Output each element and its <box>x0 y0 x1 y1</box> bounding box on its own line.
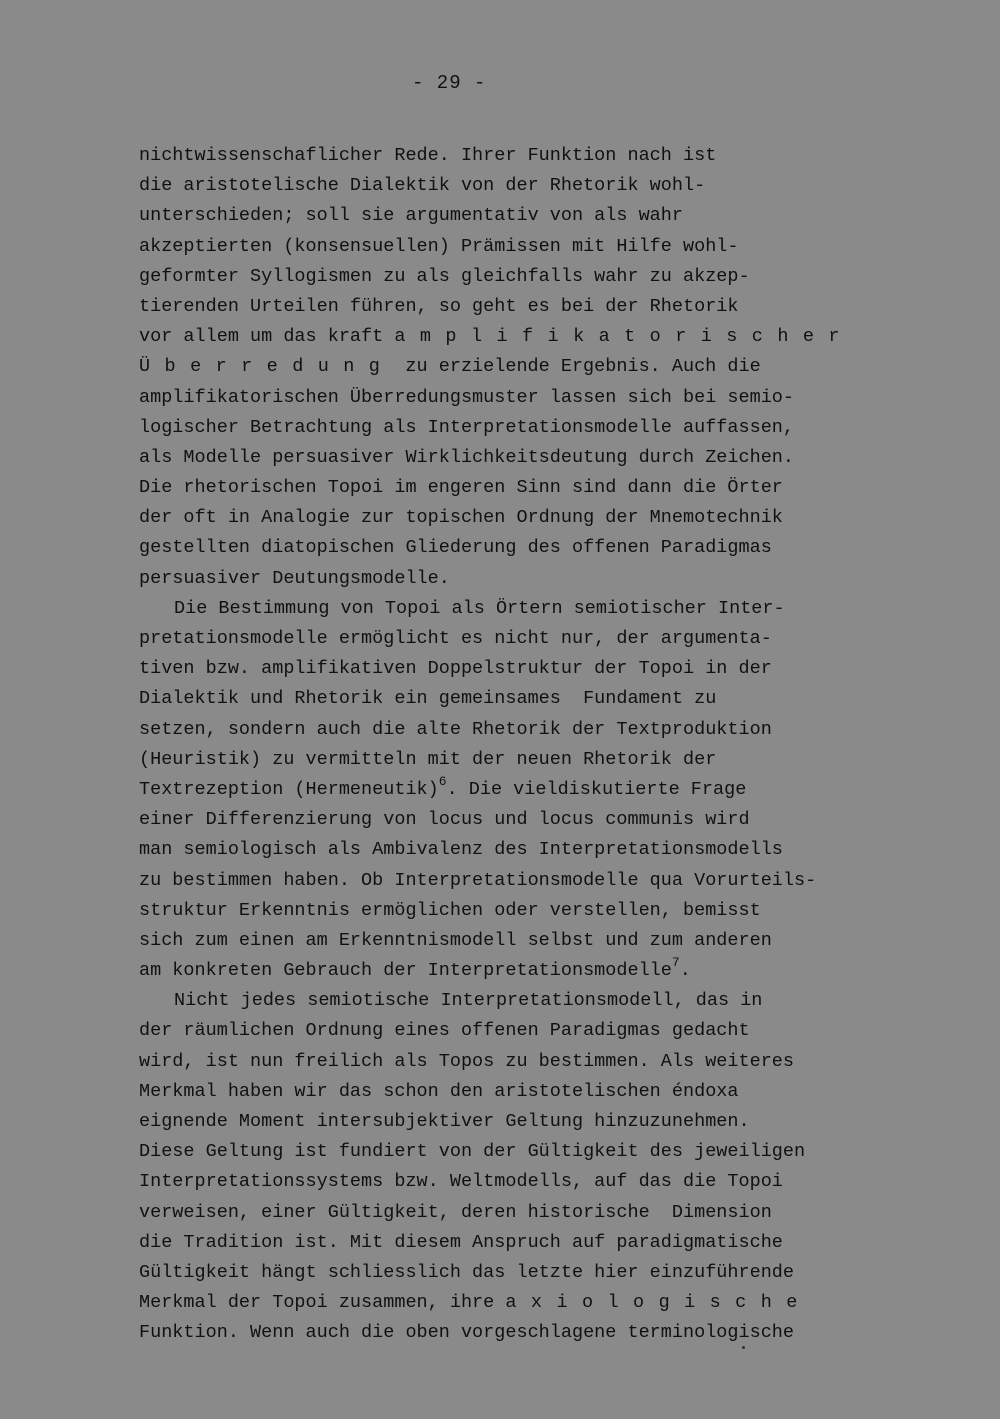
line-text: nichtwissenschaflicher Rede. Ihrer Funktion nach ist <box>139 145 717 166</box>
line-text: Diese Geltung ist fundiert von der Gültigkeit des jeweiligen <box>139 1141 806 1163</box>
text-line <box>139 443 879 473</box>
text-line <box>139 835 879 865</box>
text-line <box>139 383 879 413</box>
line-text: einer Differenzierung von locus und locus communis wird <box>139 809 750 831</box>
line-text-continued: . Die vieldiskutierte Frage <box>446 778 747 800</box>
line-text: sich zum einen am Erkenntnismodell selbst und zum anderen <box>139 929 772 951</box>
line-text: die aristotelische Dialektik von der Rhetorik wohl- <box>139 175 706 197</box>
text-line <box>139 1107 879 1137</box>
line-text: geformter Syllogismen zu als gleichfalls wahr zu akzep- <box>139 265 750 287</box>
line-text: Gültigkeit hängt schliesslich das letzte hier einzuführende <box>139 1261 795 1283</box>
spaced-emphasis: Überredung <box>139 356 395 378</box>
line-text-continued: . <box>679 960 691 982</box>
text-line <box>139 232 879 262</box>
line-text: akzeptierten (konsensuellen) Prämissen mit Hilfe wohl- <box>139 235 739 257</box>
line-text: pretationsmodelle ermöglicht es nicht nur, der argumenta- <box>139 628 772 649</box>
line-text: die Tradition ist. Mit diesem Anspruch auf paradigmatische <box>139 1231 783 1253</box>
text-line <box>139 413 879 443</box>
text-line <box>139 171 879 201</box>
line-text: Die rhetorischen Topoi im engeren Sinn sind dann die Örter <box>139 477 783 499</box>
text-line <box>139 201 879 231</box>
line-text: Die Bestimmung von Topoi als Örtern semiotischer Inter- <box>174 597 785 619</box>
line-text: eignende Moment intersubjektiver Geltung hinzuzunehmen. <box>139 1111 750 1132</box>
text-line <box>139 262 879 292</box>
spaced-emphasis: amplifikatorischer <box>394 326 854 348</box>
text-line <box>139 866 879 896</box>
line-text: persuasiver Deutungsmodelle. <box>139 567 450 589</box>
line-text: der oft in Analogie zur topischen Ordnung der Mnemotechnik <box>139 507 783 529</box>
line-text: man semiologisch als Ambivalenz des Interpretationsmodells <box>139 839 783 861</box>
scan-speck <box>742 1346 745 1349</box>
line-text: Interpretationssystems bzw. Weltmodells, auf das die Topoi <box>139 1171 783 1193</box>
line-text: unterschieden; soll sie argumentativ von als wahr <box>139 205 683 227</box>
body-text <box>139 141 879 1349</box>
line-text: Merkmal haben wir das schon den aristotelischen éndoxa <box>139 1080 739 1102</box>
text-line <box>139 956 879 986</box>
line-text: Textrezeption (Hermeneutik) <box>139 778 439 800</box>
text-line <box>139 322 879 352</box>
text-line <box>139 141 879 171</box>
line-text: tierenden Urteilen führen, so geht es bei der Rhetorik <box>139 295 739 317</box>
page-number: - 29 - <box>412 72 487 94</box>
line-text: (Heuristik) zu vermitteln mit der neuen Rhetorik der <box>139 748 717 770</box>
line-text: zu bestimmen haben. Ob Interpretationsmodelle qua Vorurteils- <box>139 869 817 891</box>
text-line <box>139 1228 879 1258</box>
text-line <box>139 564 879 594</box>
text-line <box>139 1288 879 1318</box>
text-line <box>139 1047 879 1077</box>
text-line <box>139 624 879 654</box>
text-line <box>139 292 879 322</box>
text-line <box>139 594 879 624</box>
text-line <box>139 715 879 745</box>
text-line <box>139 503 879 533</box>
text-line <box>139 1167 879 1197</box>
line-text: Funktion. Wenn auch die oben vorgeschlagene terminologische <box>139 1322 795 1344</box>
footnote-marker: 6 <box>438 773 447 789</box>
line-text: Merkmal der Topoi zusammen, ihre <box>139 1292 506 1314</box>
line-text: als Modelle persuasiver Wirklichkeitsdeutung durch Zeichen. <box>139 446 795 468</box>
line-text: wird, ist nun freilich als Topos zu bestimmen. Als weiteres <box>139 1050 795 1072</box>
line-text: tiven bzw. amplifikativen Doppelstruktur der Topoi in der <box>139 658 772 680</box>
text-line <box>139 986 879 1016</box>
text-line <box>139 926 879 956</box>
text-line <box>139 1318 879 1348</box>
text-line <box>139 684 879 714</box>
text-line <box>139 1077 879 1107</box>
text-line <box>139 745 879 775</box>
text-line <box>139 775 879 805</box>
spaced-emphasis: axiologische <box>505 1292 812 1314</box>
text-line <box>139 1016 879 1046</box>
line-text: amplifikatorischen Überredungsmuster lassen sich bei semio- <box>139 386 795 408</box>
text-line <box>139 896 879 926</box>
line-text: logischer Betrachtung als Interpretationsmodelle auffassen, <box>139 416 795 438</box>
line-text: am konkreten Gebrauch der Interpretationsmodelle <box>139 960 672 982</box>
line-text: gestellten diatopischen Gliederung des offenen Paradigmas <box>139 537 772 559</box>
text-line <box>139 473 879 503</box>
text-line <box>139 352 879 382</box>
line-text-continued: zu erzielende Ergebnis. Auch die <box>394 356 761 378</box>
text-line <box>139 1258 879 1288</box>
text-line <box>139 1198 879 1228</box>
line-text: vor allem um das kraft <box>139 326 395 348</box>
line-text: setzen, sondern auch die alte Rhetorik der Textproduktion <box>139 718 772 740</box>
line-text: struktur Erkenntnis ermöglichen oder verstellen, bemisst <box>139 899 761 921</box>
text-line <box>139 1137 879 1167</box>
text-line <box>139 533 879 563</box>
text-line <box>139 654 879 684</box>
line-text: Dialektik und Rhetorik ein gemeinsames Fundament zu <box>139 688 717 710</box>
text-line <box>139 805 879 835</box>
line-text: der räumlichen Ordnung eines offenen Paradigmas gedacht <box>139 1020 750 1042</box>
line-text: Nicht jedes semiotische Interpretationsmodell, das in <box>174 990 763 1012</box>
footnote-marker: 7 <box>671 955 680 971</box>
line-text: verweisen, einer Gültigkeit, deren historische Dimension <box>139 1201 772 1223</box>
